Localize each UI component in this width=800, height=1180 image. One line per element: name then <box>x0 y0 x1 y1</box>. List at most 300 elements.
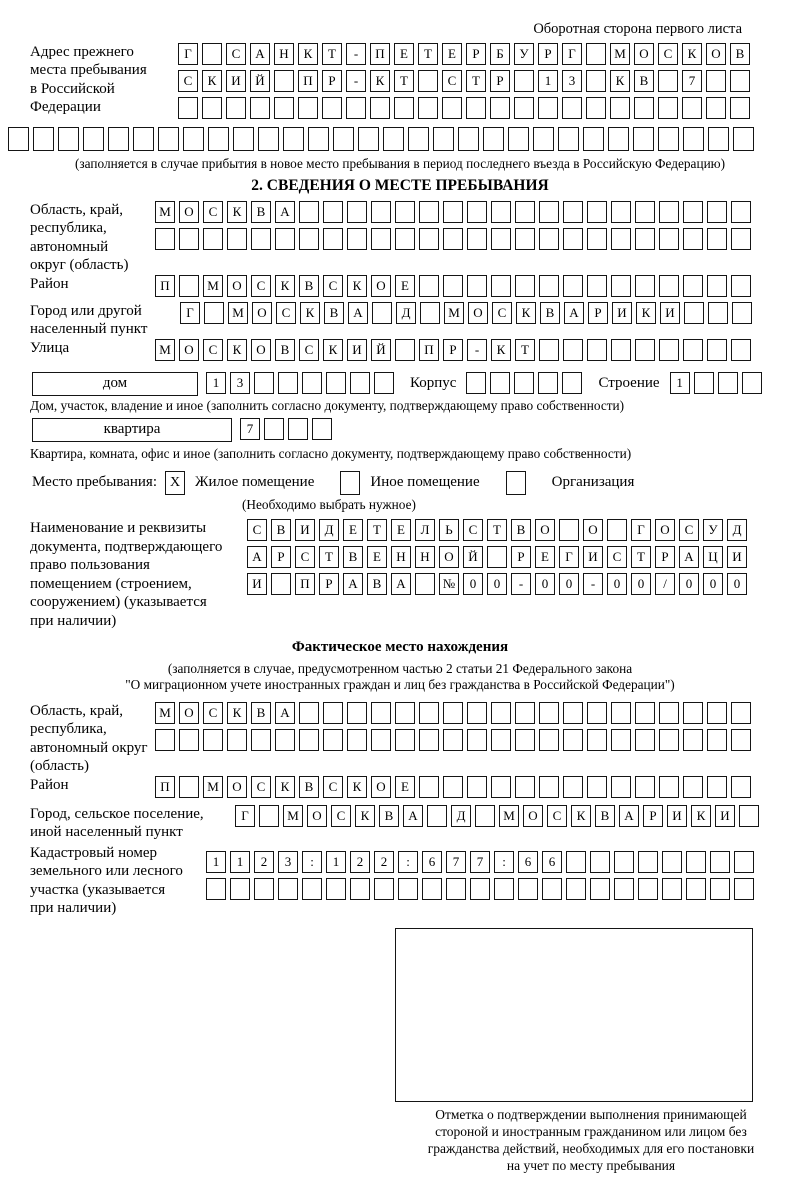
char-cell[interactable] <box>514 372 534 394</box>
char-cell[interactable]: Т <box>394 70 414 92</box>
char-cell[interactable] <box>515 228 535 250</box>
char-cell[interactable]: - <box>467 339 487 361</box>
char-cell[interactable] <box>658 97 678 119</box>
char-cell[interactable] <box>533 127 554 151</box>
char-cell[interactable]: С <box>679 519 699 541</box>
char-cell[interactable]: И <box>667 805 687 827</box>
char-cell[interactable] <box>323 702 343 724</box>
char-cell[interactable]: Г <box>631 519 651 541</box>
char-cell[interactable] <box>662 878 682 900</box>
char-cell[interactable] <box>475 805 495 827</box>
char-cell[interactable]: Н <box>274 43 294 65</box>
char-cell[interactable] <box>734 878 754 900</box>
char-cell[interactable] <box>563 776 583 798</box>
char-cell[interactable] <box>730 97 750 119</box>
char-cell[interactable] <box>608 127 629 151</box>
char-cell[interactable] <box>586 43 606 65</box>
char-cell[interactable]: Ь <box>439 519 459 541</box>
char-cell[interactable] <box>707 339 727 361</box>
char-cell[interactable]: К <box>275 776 295 798</box>
char-cell[interactable] <box>299 201 319 223</box>
char-cell[interactable]: В <box>324 302 344 324</box>
char-cell[interactable]: 0 <box>607 573 627 595</box>
char-cell[interactable] <box>467 702 487 724</box>
char-cell[interactable] <box>274 97 294 119</box>
char-cell[interactable]: О <box>523 805 543 827</box>
char-cell[interactable] <box>590 878 610 900</box>
cell-row[interactable] <box>178 70 754 92</box>
char-cell[interactable]: К <box>571 805 591 827</box>
char-cell[interactable]: 3 <box>230 372 250 394</box>
char-cell[interactable]: 3 <box>278 851 298 873</box>
char-cell[interactable] <box>288 418 308 440</box>
char-cell[interactable] <box>467 776 487 798</box>
char-cell[interactable]: 6 <box>518 851 538 873</box>
char-cell[interactable] <box>443 776 463 798</box>
char-cell[interactable] <box>539 275 559 297</box>
char-cell[interactable] <box>686 878 706 900</box>
char-cell[interactable]: Д <box>727 519 747 541</box>
char-cell[interactable]: М <box>610 43 630 65</box>
cell-row[interactable] <box>178 97 754 119</box>
char-cell[interactable]: 3 <box>562 70 582 92</box>
char-cell[interactable] <box>346 97 366 119</box>
char-cell[interactable] <box>487 546 507 568</box>
cell-row[interactable] <box>155 729 755 751</box>
char-cell[interactable] <box>707 776 727 798</box>
char-cell[interactable] <box>563 201 583 223</box>
char-cell[interactable]: С <box>442 70 462 92</box>
char-cell[interactable] <box>539 228 559 250</box>
char-cell[interactable]: 7 <box>682 70 702 92</box>
char-cell[interactable] <box>659 275 679 297</box>
char-cell[interactable] <box>515 729 535 751</box>
char-cell[interactable] <box>133 127 154 151</box>
char-cell[interactable]: М <box>155 339 175 361</box>
char-cell[interactable] <box>683 776 703 798</box>
char-cell[interactable] <box>443 702 463 724</box>
char-cell[interactable] <box>446 878 466 900</box>
cell-row[interactable] <box>155 201 755 223</box>
char-cell[interactable]: К <box>227 339 247 361</box>
char-cell[interactable] <box>458 127 479 151</box>
char-cell[interactable]: 0 <box>727 573 747 595</box>
char-cell[interactable]: И <box>247 573 267 595</box>
char-cell[interactable] <box>518 878 538 900</box>
char-cell[interactable] <box>708 302 728 324</box>
char-cell[interactable]: К <box>202 70 222 92</box>
char-cell[interactable] <box>371 201 391 223</box>
char-cell[interactable] <box>275 228 295 250</box>
char-cell[interactable]: И <box>347 339 367 361</box>
char-cell[interactable] <box>638 851 658 873</box>
char-cell[interactable]: В <box>251 702 271 724</box>
char-cell[interactable] <box>683 339 703 361</box>
char-cell[interactable] <box>611 201 631 223</box>
char-cell[interactable]: № <box>439 573 459 595</box>
doc-cells[interactable] <box>247 519 751 600</box>
char-cell[interactable] <box>274 70 294 92</box>
char-cell[interactable]: М <box>283 805 303 827</box>
char-cell[interactable] <box>202 97 222 119</box>
char-cell[interactable] <box>710 851 730 873</box>
char-cell[interactable] <box>466 372 486 394</box>
char-cell[interactable] <box>226 97 246 119</box>
char-cell[interactable] <box>422 878 442 900</box>
char-cell[interactable] <box>394 97 414 119</box>
char-cell[interactable] <box>611 702 631 724</box>
char-cell[interactable] <box>333 127 354 151</box>
char-cell[interactable]: А <box>343 573 363 595</box>
char-cell[interactable] <box>308 127 329 151</box>
char-cell[interactable] <box>278 878 298 900</box>
char-cell[interactable] <box>254 372 274 394</box>
char-cell[interactable]: С <box>251 776 271 798</box>
char-cell[interactable] <box>415 573 435 595</box>
char-cell[interactable] <box>706 97 726 119</box>
char-cell[interactable]: К <box>300 302 320 324</box>
char-cell[interactable]: Т <box>631 546 651 568</box>
cell-row[interactable] <box>206 851 758 873</box>
char-cell[interactable]: / <box>655 573 675 595</box>
char-cell[interactable] <box>686 851 706 873</box>
char-cell[interactable]: М <box>444 302 464 324</box>
char-cell[interactable]: - <box>583 573 603 595</box>
char-cell[interactable]: 7 <box>446 851 466 873</box>
char-cell[interactable]: П <box>295 573 315 595</box>
char-cell[interactable]: С <box>299 339 319 361</box>
char-cell[interactable] <box>419 228 439 250</box>
char-cell[interactable]: Г <box>180 302 200 324</box>
char-cell[interactable] <box>230 878 250 900</box>
char-cell[interactable] <box>587 228 607 250</box>
char-cell[interactable] <box>278 372 298 394</box>
char-cell[interactable] <box>659 702 679 724</box>
char-cell[interactable] <box>515 776 535 798</box>
char-cell[interactable]: Ц <box>703 546 723 568</box>
char-cell[interactable] <box>491 776 511 798</box>
char-cell[interactable] <box>611 228 631 250</box>
char-cell[interactable] <box>683 127 704 151</box>
char-cell[interactable]: Д <box>319 519 339 541</box>
char-cell[interactable]: С <box>203 702 223 724</box>
char-cell[interactable] <box>587 729 607 751</box>
char-cell[interactable] <box>731 201 751 223</box>
char-cell[interactable] <box>559 519 579 541</box>
char-cell[interactable]: К <box>347 275 367 297</box>
char-cell[interactable]: В <box>379 805 399 827</box>
char-cell[interactable]: К <box>682 43 702 65</box>
char-cell[interactable] <box>590 851 610 873</box>
char-cell[interactable]: - <box>346 70 366 92</box>
cell-row[interactable] <box>206 878 758 900</box>
char-cell[interactable]: А <box>250 43 270 65</box>
char-cell[interactable]: 6 <box>542 851 562 873</box>
char-cell[interactable]: К <box>227 702 247 724</box>
char-cell[interactable] <box>433 127 454 151</box>
char-cell[interactable]: 0 <box>631 573 651 595</box>
char-cell[interactable] <box>206 878 226 900</box>
char-cell[interactable] <box>707 702 727 724</box>
char-cell[interactable]: 2 <box>254 851 274 873</box>
char-cell[interactable]: Т <box>466 70 486 92</box>
char-cell[interactable]: Н <box>415 546 435 568</box>
cadastre-cells[interactable] <box>206 844 758 905</box>
char-cell[interactable] <box>419 275 439 297</box>
char-cell[interactable] <box>395 702 415 724</box>
char-cell[interactable] <box>539 201 559 223</box>
char-cell[interactable]: Й <box>463 546 483 568</box>
char-cell[interactable]: В <box>540 302 560 324</box>
char-cell[interactable]: Е <box>535 546 555 568</box>
char-cell[interactable] <box>347 729 367 751</box>
char-cell[interactable]: Е <box>395 776 415 798</box>
char-cell[interactable]: О <box>535 519 555 541</box>
char-cell[interactable]: О <box>468 302 488 324</box>
char-cell[interactable]: Р <box>655 546 675 568</box>
char-cell[interactable] <box>395 339 415 361</box>
char-cell[interactable] <box>358 127 379 151</box>
oblast-cells[interactable] <box>155 201 755 255</box>
char-cell[interactable] <box>730 70 750 92</box>
char-cell[interactable]: 0 <box>679 573 699 595</box>
stroenie-cells[interactable] <box>670 372 766 394</box>
char-cell[interactable]: Г <box>178 43 198 65</box>
char-cell[interactable] <box>634 97 654 119</box>
prev-address-overflow-cells[interactable] <box>8 127 800 151</box>
char-cell[interactable] <box>227 729 247 751</box>
char-cell[interactable] <box>179 729 199 751</box>
char-cell[interactable]: Т <box>515 339 535 361</box>
char-cell[interactable]: У <box>514 43 534 65</box>
char-cell[interactable] <box>683 228 703 250</box>
char-cell[interactable] <box>734 851 754 873</box>
char-cell[interactable]: О <box>251 339 271 361</box>
char-cell[interactable] <box>470 878 490 900</box>
char-cell[interactable] <box>467 729 487 751</box>
char-cell[interactable]: С <box>203 339 223 361</box>
char-cell[interactable]: 1 <box>670 372 690 394</box>
char-cell[interactable] <box>467 275 487 297</box>
char-cell[interactable] <box>258 127 279 151</box>
char-cell[interactable] <box>732 302 752 324</box>
char-cell[interactable]: О <box>179 201 199 223</box>
char-cell[interactable] <box>395 201 415 223</box>
char-cell[interactable]: П <box>155 275 175 297</box>
char-cell[interactable]: С <box>323 776 343 798</box>
char-cell[interactable] <box>443 729 463 751</box>
char-cell[interactable] <box>563 275 583 297</box>
checkbox-other-premises[interactable] <box>340 471 360 495</box>
char-cell[interactable] <box>250 97 270 119</box>
char-cell[interactable]: И <box>583 546 603 568</box>
char-cell[interactable]: П <box>155 776 175 798</box>
char-cell[interactable]: О <box>439 546 459 568</box>
char-cell[interactable] <box>491 201 511 223</box>
char-cell[interactable] <box>611 776 631 798</box>
char-cell[interactable]: Р <box>588 302 608 324</box>
char-cell[interactable]: В <box>251 201 271 223</box>
char-cell[interactable] <box>312 418 332 440</box>
cell-row[interactable] <box>247 546 751 568</box>
char-cell[interactable]: О <box>655 519 675 541</box>
char-cell[interactable]: И <box>295 519 315 541</box>
char-cell[interactable]: М <box>155 702 175 724</box>
char-cell[interactable] <box>586 70 606 92</box>
char-cell[interactable] <box>179 228 199 250</box>
char-cell[interactable] <box>302 878 322 900</box>
char-cell[interactable]: В <box>343 546 363 568</box>
char-cell[interactable] <box>443 228 463 250</box>
char-cell[interactable] <box>587 702 607 724</box>
char-cell[interactable] <box>420 302 440 324</box>
char-cell[interactable] <box>427 805 447 827</box>
char-cell[interactable] <box>638 878 658 900</box>
char-cell[interactable]: 1 <box>206 372 226 394</box>
char-cell[interactable] <box>635 228 655 250</box>
char-cell[interactable] <box>659 776 679 798</box>
char-cell[interactable]: К <box>636 302 656 324</box>
char-cell[interactable] <box>275 729 295 751</box>
char-cell[interactable]: Г <box>562 43 582 65</box>
char-cell[interactable]: О <box>634 43 654 65</box>
char-cell[interactable] <box>302 372 322 394</box>
rayon-cells[interactable] <box>155 275 755 297</box>
char-cell[interactable]: С <box>276 302 296 324</box>
char-cell[interactable] <box>538 372 558 394</box>
char-cell[interactable]: С <box>203 201 223 223</box>
char-cell[interactable]: 2 <box>374 851 394 873</box>
char-cell[interactable]: 0 <box>559 573 579 595</box>
char-cell[interactable] <box>398 878 418 900</box>
char-cell[interactable] <box>731 776 751 798</box>
char-cell[interactable]: Е <box>442 43 462 65</box>
char-cell[interactable] <box>635 339 655 361</box>
char-cell[interactable] <box>108 127 129 151</box>
char-cell[interactable] <box>515 201 535 223</box>
char-cell[interactable] <box>442 97 462 119</box>
char-cell[interactable] <box>347 228 367 250</box>
char-cell[interactable] <box>683 275 703 297</box>
char-cell[interactable] <box>659 228 679 250</box>
char-cell[interactable]: С <box>323 275 343 297</box>
char-cell[interactable] <box>610 97 630 119</box>
char-cell[interactable]: П <box>298 70 318 92</box>
char-cell[interactable]: Т <box>319 546 339 568</box>
char-cell[interactable] <box>183 127 204 151</box>
char-cell[interactable]: Р <box>643 805 663 827</box>
char-cell[interactable] <box>683 201 703 223</box>
char-cell[interactable] <box>731 339 751 361</box>
char-cell[interactable] <box>491 702 511 724</box>
char-cell[interactable] <box>633 127 654 151</box>
char-cell[interactable]: Е <box>391 519 411 541</box>
char-cell[interactable]: П <box>419 339 439 361</box>
char-cell[interactable]: М <box>203 776 223 798</box>
char-cell[interactable] <box>607 519 627 541</box>
char-cell[interactable]: В <box>730 43 750 65</box>
char-cell[interactable] <box>707 729 727 751</box>
char-cell[interactable] <box>611 275 631 297</box>
char-cell[interactable] <box>514 70 534 92</box>
char-cell[interactable]: Д <box>396 302 416 324</box>
char-cell[interactable] <box>494 878 514 900</box>
char-cell[interactable] <box>323 228 343 250</box>
char-cell[interactable]: И <box>727 546 747 568</box>
actual-oblast-cells[interactable] <box>155 702 755 756</box>
char-cell[interactable]: - <box>511 573 531 595</box>
street-cells[interactable] <box>155 339 755 361</box>
char-cell[interactable] <box>254 878 274 900</box>
char-cell[interactable]: К <box>347 776 367 798</box>
char-cell[interactable]: Й <box>371 339 391 361</box>
korpus-cells[interactable] <box>466 372 586 394</box>
char-cell[interactable] <box>259 805 279 827</box>
char-cell[interactable]: Е <box>395 275 415 297</box>
char-cell[interactable]: В <box>271 519 291 541</box>
char-cell[interactable] <box>515 702 535 724</box>
char-cell[interactable]: И <box>612 302 632 324</box>
char-cell[interactable] <box>635 275 655 297</box>
char-cell[interactable]: 0 <box>463 573 483 595</box>
char-cell[interactable]: С <box>331 805 351 827</box>
char-cell[interactable] <box>264 418 284 440</box>
char-cell[interactable]: О <box>371 275 391 297</box>
char-cell[interactable]: 1 <box>230 851 250 873</box>
char-cell[interactable]: А <box>275 702 295 724</box>
cell-row[interactable] <box>247 519 751 541</box>
char-cell[interactable] <box>271 573 291 595</box>
char-cell[interactable] <box>710 878 730 900</box>
char-cell[interactable] <box>718 372 738 394</box>
char-cell[interactable]: О <box>179 339 199 361</box>
char-cell[interactable] <box>491 275 511 297</box>
char-cell[interactable]: А <box>247 546 267 568</box>
char-cell[interactable] <box>562 372 582 394</box>
char-cell[interactable]: С <box>658 43 678 65</box>
char-cell[interactable] <box>418 97 438 119</box>
char-cell[interactable] <box>283 127 304 151</box>
char-cell[interactable]: О <box>227 776 247 798</box>
char-cell[interactable]: И <box>660 302 680 324</box>
char-cell[interactable] <box>694 372 714 394</box>
char-cell[interactable] <box>587 776 607 798</box>
char-cell[interactable] <box>483 127 504 151</box>
char-cell[interactable]: Д <box>451 805 471 827</box>
char-cell[interactable] <box>658 70 678 92</box>
char-cell[interactable] <box>635 729 655 751</box>
char-cell[interactable] <box>539 339 559 361</box>
char-cell[interactable] <box>662 851 682 873</box>
char-cell[interactable] <box>733 127 754 151</box>
char-cell[interactable] <box>583 127 604 151</box>
actual-rayon-cells[interactable] <box>155 776 755 798</box>
char-cell[interactable] <box>731 729 751 751</box>
char-cell[interactable]: О <box>179 702 199 724</box>
char-cell[interactable] <box>635 702 655 724</box>
cell-row[interactable] <box>155 702 755 724</box>
char-cell[interactable] <box>614 878 634 900</box>
char-cell[interactable]: С <box>295 546 315 568</box>
char-cell[interactable]: К <box>516 302 536 324</box>
char-cell[interactable] <box>251 228 271 250</box>
char-cell[interactable] <box>155 228 175 250</box>
char-cell[interactable] <box>635 201 655 223</box>
char-cell[interactable]: В <box>367 573 387 595</box>
char-cell[interactable] <box>419 702 439 724</box>
char-cell[interactable]: 0 <box>487 573 507 595</box>
char-cell[interactable] <box>158 127 179 151</box>
